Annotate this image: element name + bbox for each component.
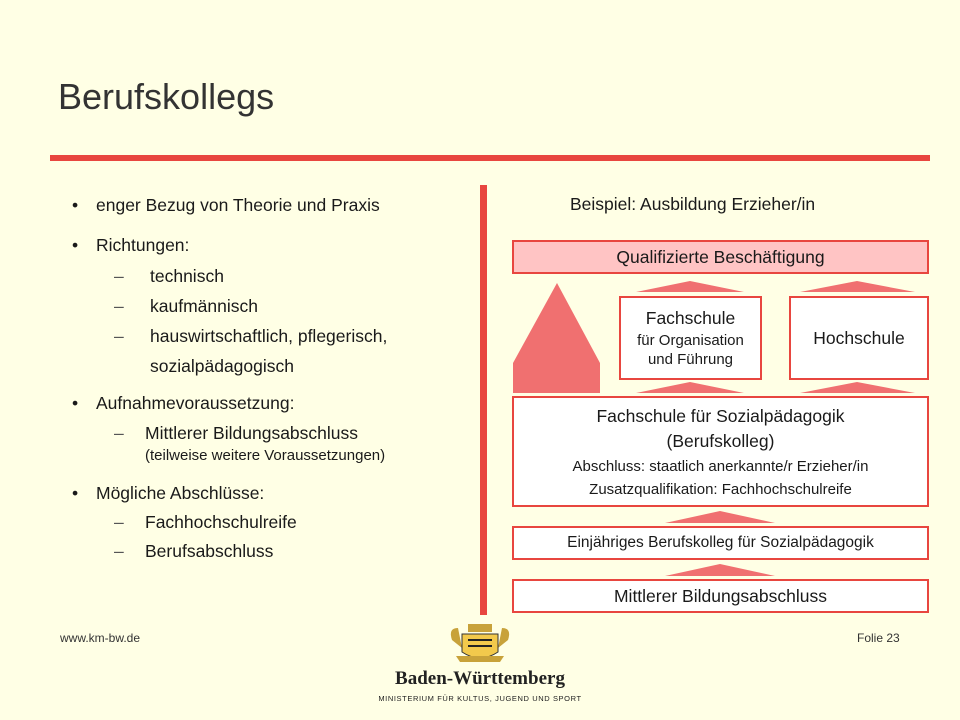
bullet-dot: •	[72, 235, 79, 255]
footer-url[interactable]: www.km-bw.de	[60, 631, 141, 645]
direction-item: – technisch	[114, 266, 224, 286]
requirement-note: (teilweise weitere Voraussetzungen)	[145, 447, 386, 464]
slide-number: Folie 23	[857, 631, 900, 645]
bullet-text: Richtungen:	[96, 235, 190, 255]
page-title: Berufskollegs	[58, 76, 275, 117]
box-fachschule-organisation: Fachschule für Organisation und Führung	[619, 296, 762, 380]
requirement-item: – Mittlerer Bildungsabschluss	[114, 423, 359, 443]
direction-item: – kaufmännisch	[114, 296, 258, 316]
box-hochschule: Hochschule	[789, 296, 929, 380]
bullet-text: Mögliche Abschlüsse:	[96, 483, 265, 503]
direction-item: – hauswirtschaftlich, pflegerisch,	[114, 326, 388, 346]
example-title: Beispiel: Ausbildung Erzieher/in	[570, 194, 816, 214]
bullet-text: Aufnahmevoraussetzung:	[96, 393, 295, 413]
ministry-name: MINISTERIUM FÜR KULTUS, JUGEND UND SPORT	[378, 694, 582, 703]
box-fachschule-sozialpaedagogik: Fachschule für Sozialpädagogik (Berufskolleg) Abschluss: staatlich anerkannte/r Erzieher/in Zusatzqualifikation: Fachhochschulreife	[512, 396, 929, 507]
degree-item: – Fachhochschulreife	[114, 512, 297, 532]
box-qualified-employment: Qualifizierte Beschäftigung	[512, 240, 929, 274]
bullet-dot: •	[72, 393, 79, 413]
box-mittlerer-bildungsabschluss: Mittlerer Bildungsabschluss	[512, 579, 929, 613]
bullet-text: enger Bezug von Theorie und Praxis	[96, 195, 380, 215]
state-logo-text: Baden-Württemberg	[395, 668, 565, 689]
bullet-dot: •	[72, 483, 79, 503]
direction-item-continued: sozialpädagogisch	[150, 356, 294, 376]
degree-item: – Berufsabschluss	[114, 541, 274, 561]
box-einjaehriges-berufskolleg: Einjähriges Berufskolleg für Sozialpädagogik	[512, 526, 929, 560]
bullet-dot: •	[72, 195, 79, 215]
